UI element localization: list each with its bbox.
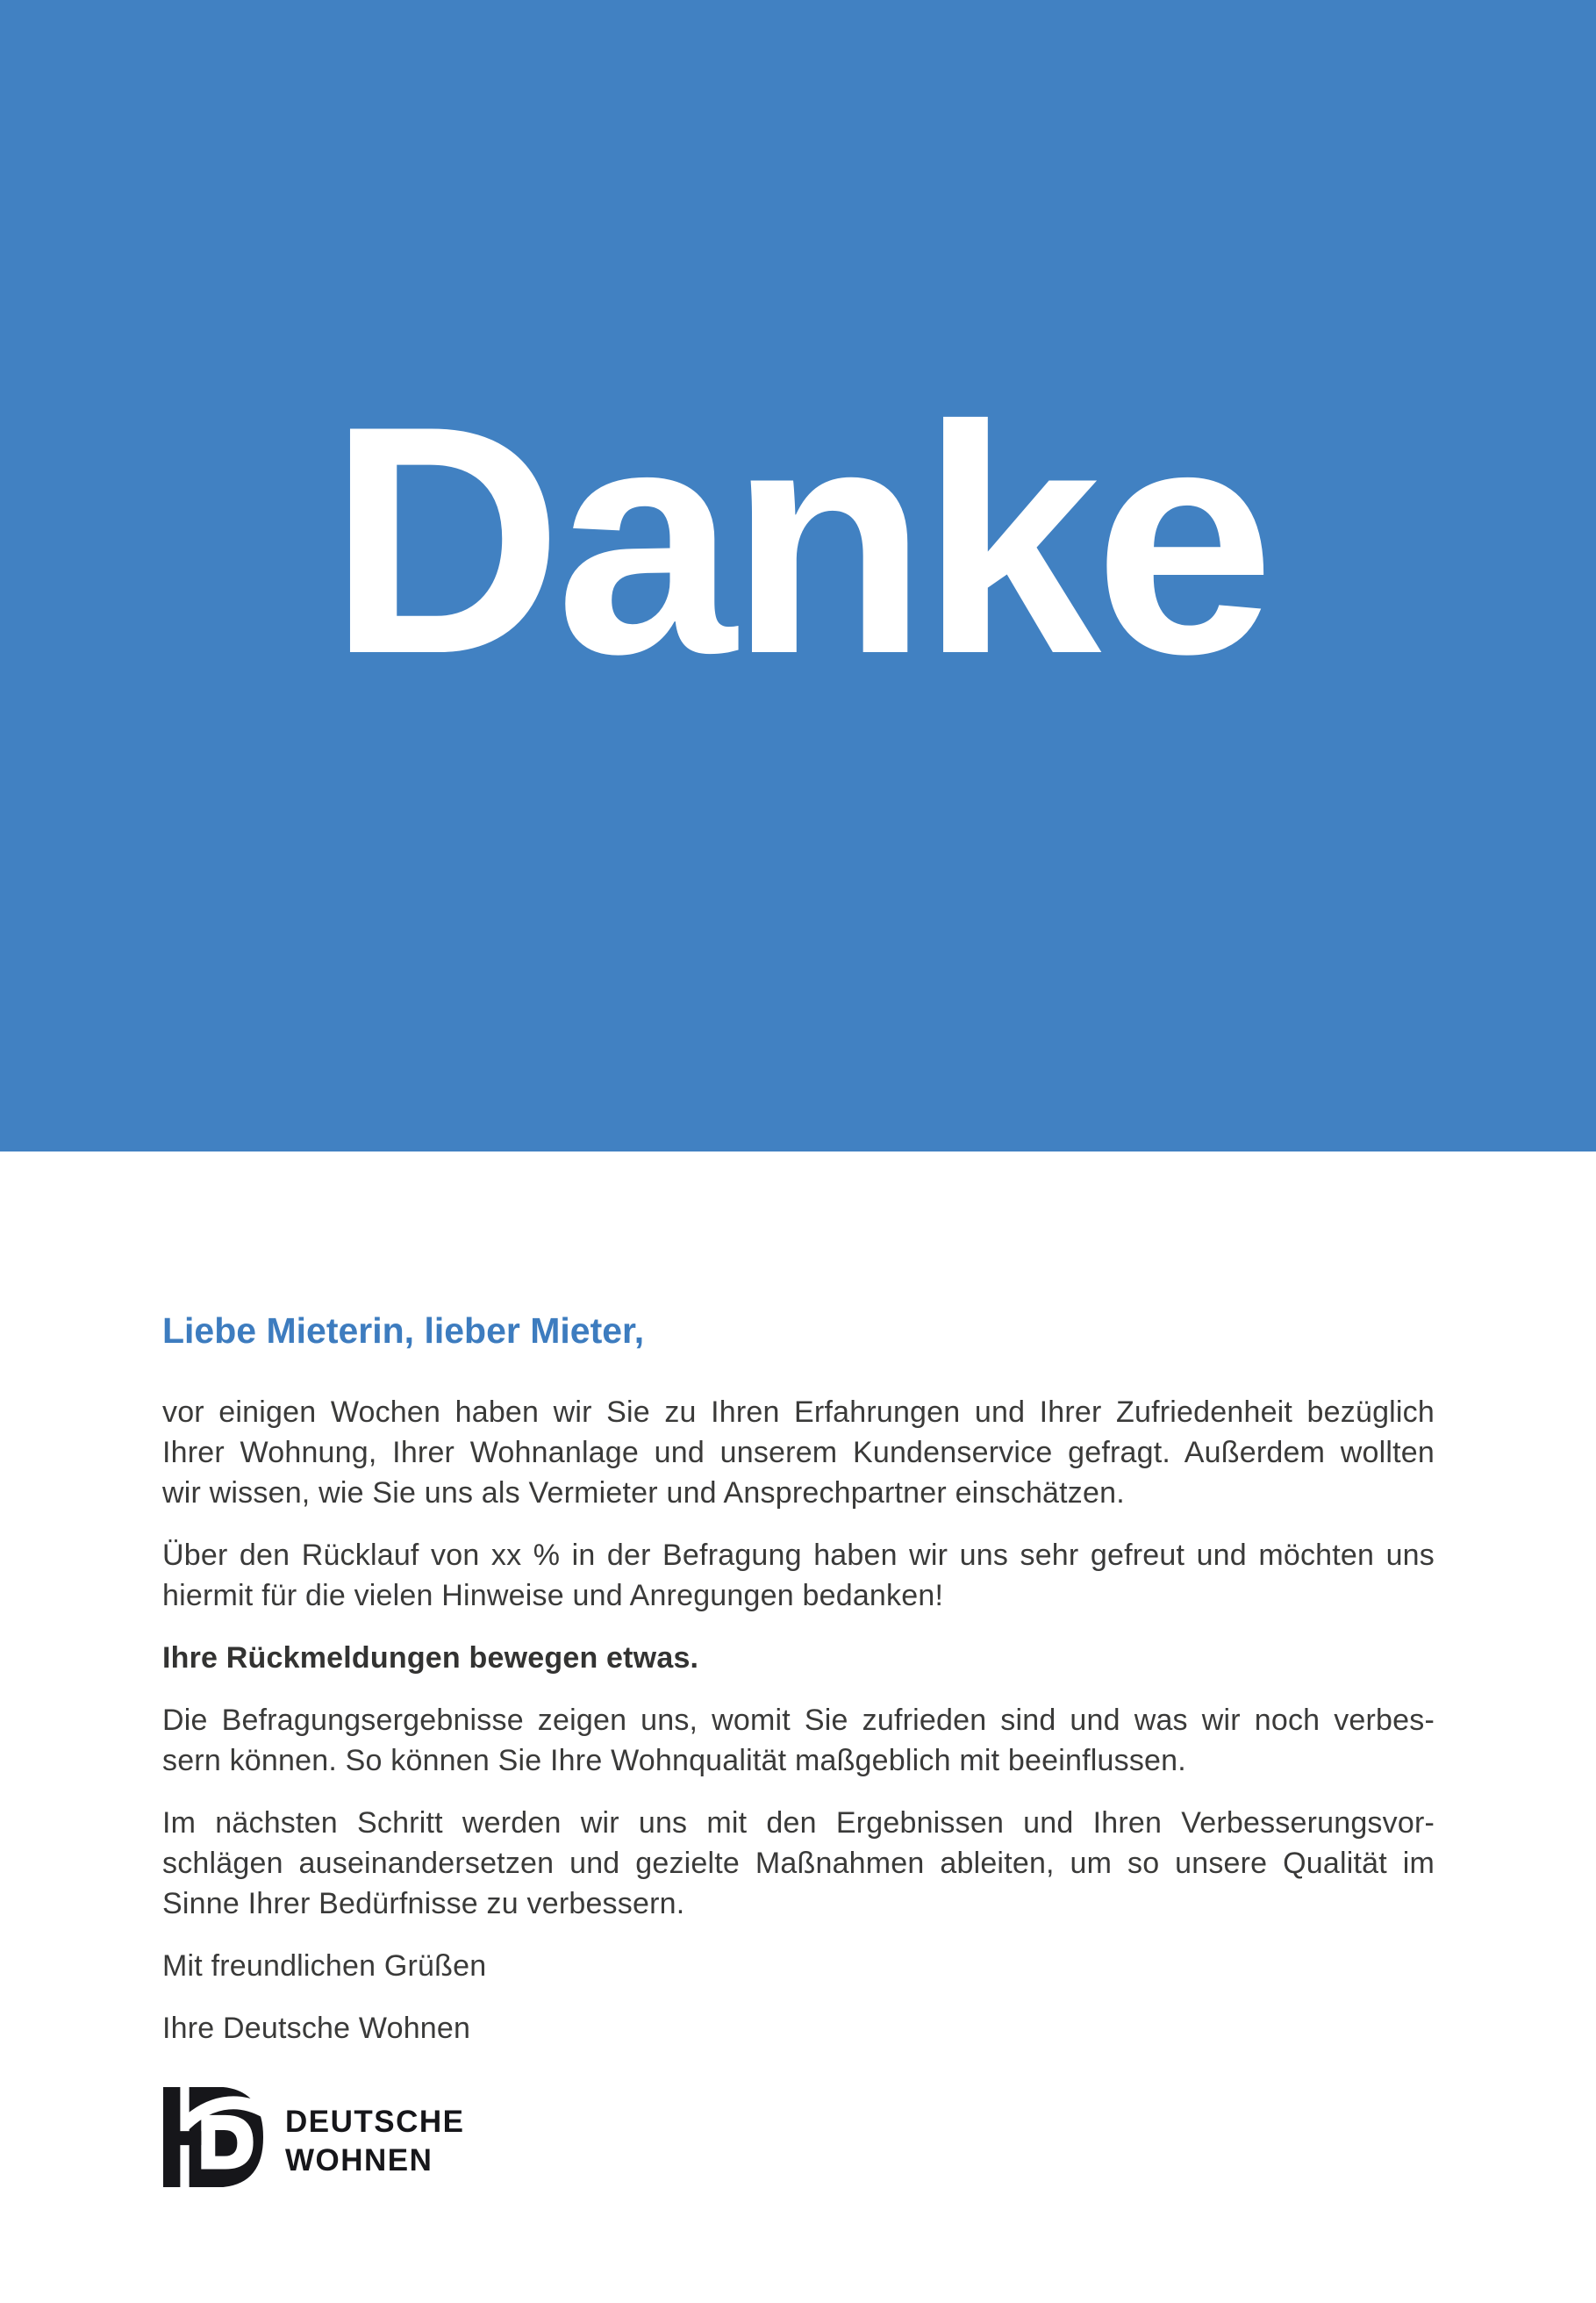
letter-paragraph-2 — [162, 1535, 1435, 1616]
paragraph-line: sern können. So können Sie Ihre Wohnqualität maßgeblich mit beeinflussen. — [162, 1744, 1186, 1777]
letter-paragraph-4 — [162, 1803, 1435, 1924]
banner-headline: Danke — [328, 359, 1268, 721]
emphasis-line — [162, 1638, 1435, 1678]
paragraph-line: schlägen auseinandersetzen und gezielte Maßnahmen ableiten, um so unsere Qualität im — [162, 1847, 1435, 1880]
letter-body — [0, 1152, 1596, 2187]
paragraph-line: wir wissen, wie Sie uns als Vermieter und Ansprechpartner einschätzen. — [162, 1476, 1125, 1510]
paragraph-line: Ihre Deutsche Wohnen — [162, 2012, 471, 2045]
wordmark-line1: DEUTSCHE — [285, 2105, 465, 2139]
signoff-regards — [162, 1946, 1435, 1986]
paragraph-line: Im nächsten Schritt werden wir uns mit den Ergebnissen und Ihren Verbesserungsvor- — [162, 1806, 1435, 1840]
letter-paragraph-3 — [162, 1700, 1435, 1781]
letter-paragraph-1 — [162, 1392, 1435, 1513]
deutsche-wohnen-logo — [162, 2087, 1435, 2187]
paragraph-line: Die Befragungsergebnisse zeigen uns, womit Sie zufrieden sind und was wir noch verbes- — [162, 1704, 1435, 1737]
deutsche-wohnen-wordmark — [285, 2103, 465, 2180]
greeting-heading: Liebe Mieterin, lieber Mieter, — [162, 1310, 645, 1351]
deutsche-wohnen-logo-icon — [162, 2087, 264, 2187]
paragraph-line: Über den Rücklauf von xx % in der Befragung haben wir uns sehr gefreut und möchten uns — [162, 1539, 1435, 1572]
wordmark-line2: WOHNEN — [285, 2143, 433, 2177]
signoff-company — [162, 2008, 1435, 2048]
paragraph-line: Ihrer Wohnung, Ihrer Wohnanlage und unserem Kundenservice gefragt. Außerdem wollten — [162, 1436, 1435, 1469]
paragraph-line: Ihre Rückmeldungen bewegen etwas. — [162, 1641, 699, 1675]
paragraph-line: Mit freundlichen Grüßen — [162, 1949, 487, 1983]
paragraph-line: hiermit für die vielen Hinweise und Anregungen bedanken! — [162, 1579, 944, 1612]
paragraph-line: vor einigen Wochen haben wir Sie zu Ihren Erfahrungen und Ihrer Zufriedenheit bezüglich — [162, 1395, 1435, 1429]
paragraph-line: Sinne Ihrer Bedürfnisse zu verbessern. — [162, 1887, 685, 1920]
